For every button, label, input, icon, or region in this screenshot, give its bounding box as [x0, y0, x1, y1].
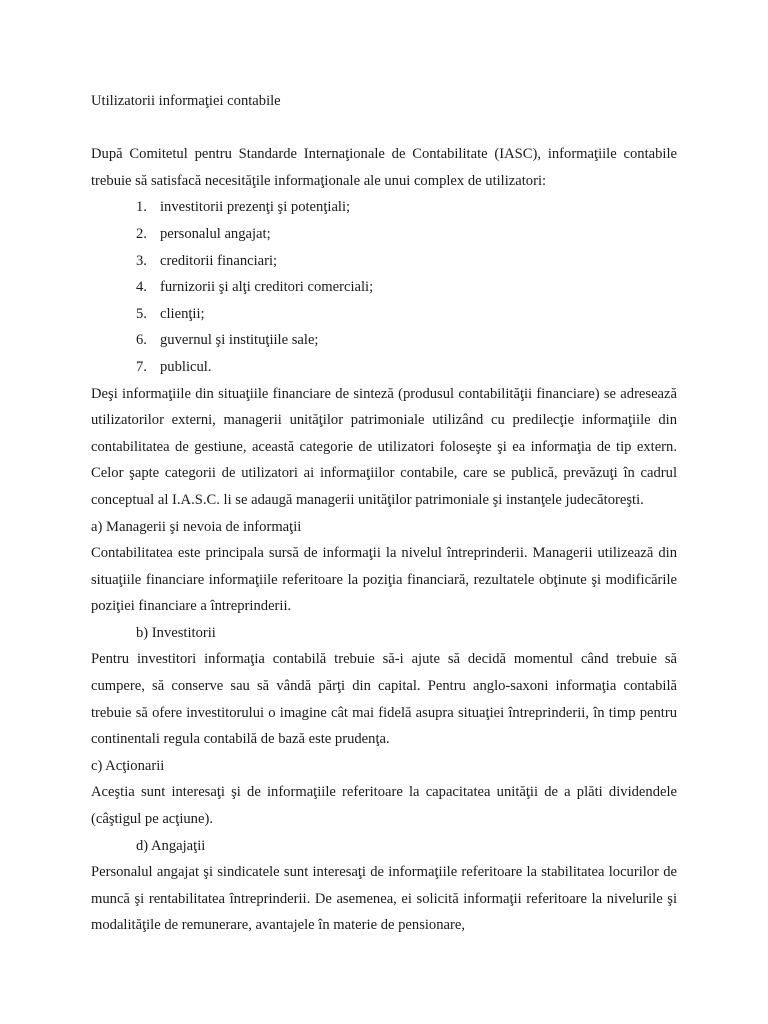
section-heading-employees: d) Angajaţii — [136, 837, 206, 854]
list-item — [91, 354, 677, 381]
list-item-number: 6. — [136, 332, 147, 349]
section-heading-managers: a) Managerii şi nevoia de informaţii — [91, 518, 302, 535]
list-item-number: 1. — [136, 199, 147, 216]
list-item — [91, 327, 677, 354]
list-item — [91, 221, 677, 248]
blank-line — [91, 115, 677, 142]
list-item — [91, 274, 677, 301]
section-body-shareholders: Aceştia sunt interesaţi şi de informaţiile referitoare la capacitatea unităţii de a plăti dividendele (câştigul pe acţiune). — [91, 784, 677, 828]
list-item-text: clienţii; — [160, 305, 205, 322]
document-content — [91, 88, 677, 939]
list-item-text: creditorii financiari; — [160, 252, 278, 269]
users-list — [91, 194, 677, 380]
list-item-number: 4. — [136, 279, 147, 296]
body-paragraph: Deşi informaţiile din situaţiile financiare de sinteză (produsul contabilităţii financiare) se adresează utilizatorilor externi, managerii unităţilor patrimoniale utilizând cu predilecţie informaţiile din contabilitatea de gestiune, această categorie de utilizatori foloseşte şi ea informaţia de tip extern. Celor şapte categorii de utilizatori ai informaţiilor contabile, care se publică, prevăzuţi în cadrul conceptual al I.A.S.C. li se adaugă managerii unităţilor patrimoniale şi instanţele judecătoreşti. — [91, 385, 677, 508]
section-body-employees: Personalul angajat şi sindicatele sunt interesaţi de informaţiile referitoare la stabilitatea locurilor de muncă şi rentabilitatea întreprinderii. De asemenea, ei solicită informaţii referitoare la nivelurile şi modalităţile de remunerare, avantajele în materie de pensionare, — [91, 864, 677, 934]
section-heading-shareholders: c) Acţionarii — [91, 757, 165, 774]
list-item-number: 5. — [136, 305, 147, 322]
list-item-number: 7. — [136, 358, 147, 375]
intro-paragraph: După Comitetul pentru Standarde Internaţionale de Contabilitate (IASC), informaţiile contabile trebuie să satisfacă necesităţile informaţionale ale unui complex de utilizatori: — [91, 146, 677, 189]
list-item-number: 2. — [136, 225, 147, 242]
list-item — [91, 248, 677, 275]
section-heading-investors: b) Investitorii — [136, 624, 216, 641]
list-item-text: personalul angajat; — [160, 225, 271, 242]
document-title: Utilizatorii informaţiei contabile — [91, 93, 281, 109]
list-item-text: furnizorii şi alţi creditori comerciali; — [160, 279, 374, 296]
section-body-managers: Contabilitatea este principala sursă de informaţii la nivelul întreprinderii. Managerii utilizează din situaţiile financiare informaţiile referitoare la poziţia financiară, rezultatele obţinute şi modificările poziţiei financiare a întreprinderii. — [91, 545, 677, 615]
list-item — [91, 301, 677, 328]
section-body-investors: Pentru investitori informaţia contabilă trebuie să-i ajute să decidă momentul când trebuie să cumpere, să conserve sau să vândă părţi din capital. Pentru anglo-saxoni informaţia contabilă trebuie să ofere investitorului o imagine cât mai fidelă asupra situaţiei întreprinderii, în timp pentru continentali regula contabilă de bază este prudenţa. — [91, 651, 677, 748]
list-item-text: investitorii prezenţi şi potenţiali; — [160, 199, 351, 216]
list-item — [91, 194, 677, 221]
list-item-number: 3. — [136, 252, 147, 269]
list-item-text: guvernul şi instituţiile sale; — [160, 332, 319, 349]
list-item-text: publicul. — [160, 358, 212, 375]
